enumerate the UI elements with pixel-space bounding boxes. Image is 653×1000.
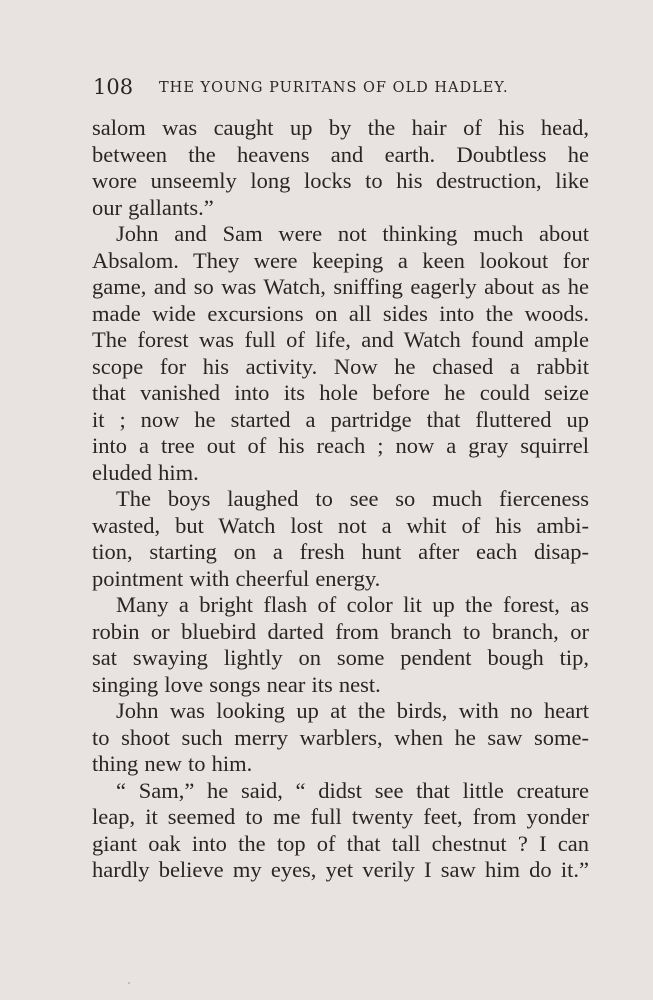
text-line: singing love songs near its nest. <box>92 671 381 697</box>
text-line: it ; now he started a partridge that fluttered up <box>92 406 589 432</box>
text-line: leap, it seemed to me full twenty feet, from yonder <box>92 804 589 829</box>
page-number: 108 <box>93 75 134 99</box>
text-line: to shoot such merry warblers, when he saw some- <box>92 724 589 750</box>
text-line: between the heavens and earth. Doubtless he <box>92 141 589 167</box>
text-line: giant oak into the top of that tall chestnut ? I can <box>92 830 589 856</box>
text-line: hardly believe my eyes, yet verily I saw him do it.” <box>92 857 589 882</box>
text-line: thing new to him. <box>92 751 253 776</box>
text-line: wasted, but Watch lost not a whit of his ambi- <box>92 512 589 538</box>
text-line: John was looking up at the birds, with no heart <box>116 698 589 723</box>
text-line: tion, starting on a fresh hunt after each disap- <box>92 539 589 564</box>
text-line: Absalom. They were keeping a keen lookout for <box>92 247 589 273</box>
text-line: Many a bright flash of color lit up the forest, as <box>116 592 589 617</box>
text-line: eluded him. <box>92 459 199 485</box>
text-line: The forest was full of life, and Watch found ample <box>92 327 589 352</box>
text-line: salom was caught up by the hair of his head, <box>92 115 589 140</box>
text-line: The boys laughed to see so much fierceness <box>116 486 589 511</box>
text-line: game, and so was Watch, sniffing eagerly about as he <box>92 274 589 299</box>
book-title: THE YOUNG PURITANS OF OLD HADLEY. <box>159 80 509 96</box>
text-line: wore unseemly long locks to his destruction, like <box>92 168 589 193</box>
text-line: into a tree out of his reach ; now a gray squirrel <box>92 433 589 458</box>
text-line: made wide excursions on all sides into the woods. <box>92 300 589 326</box>
text-line: that vanished into its hole before he could seize <box>92 380 589 405</box>
running-head <box>93 74 588 100</box>
text-line: sat swaying lightly on some pendent bough tip, <box>92 645 589 670</box>
text-line: robin or bluebird darted from branch to branch, or <box>92 618 589 644</box>
paper-speck <box>128 982 130 984</box>
text-line: John and Sam were not thinking much about <box>116 221 589 246</box>
body-text <box>92 115 589 884</box>
text-line: scope for his activity. Now he chased a rabbit <box>92 353 589 379</box>
text-line: our gallants.” <box>92 194 214 220</box>
text-line: “ Sam,” he said, “ didst see that little creature <box>116 777 589 803</box>
text-line: pointment with cheerful energy. <box>92 565 381 591</box>
